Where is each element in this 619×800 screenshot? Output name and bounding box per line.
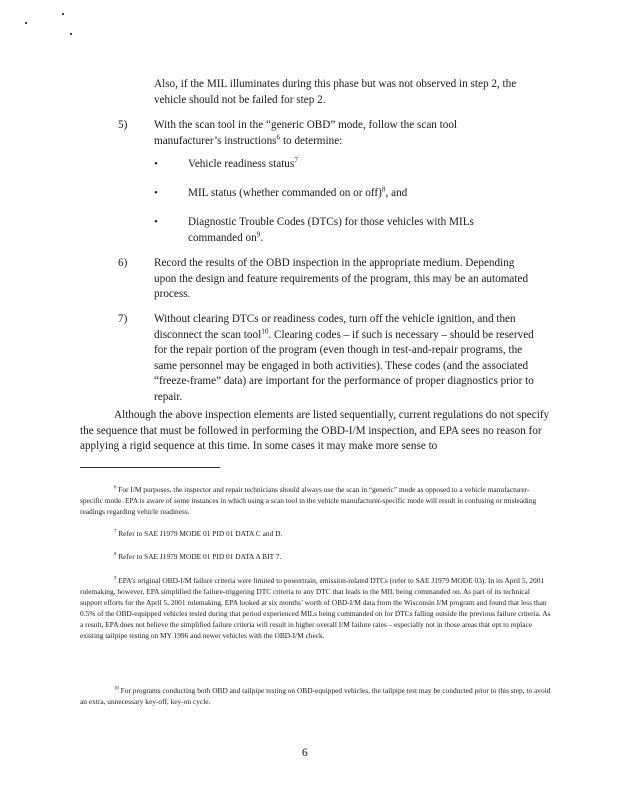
step-6-number: 6) bbox=[118, 257, 128, 269]
footnote-ref-6: 6 bbox=[276, 132, 281, 141]
footnote-ref-7: 7 bbox=[294, 156, 298, 165]
footnote-7: $^7$ Refer to SAE J1979 MODE 01 PID 01 DATA C and D. bbox=[114, 529, 283, 538]
footnote-8: $^8$ Refer to SAE J1979 MODE 01 PID 01 DATA A BIT 7. bbox=[114, 552, 282, 561]
continuation-paragraph: Also, if the MIL illuminates during this phase but was not observed in step 2, the vehicle should not be failed for step 2. bbox=[154, 78, 517, 106]
footnote-6: $^6$ For I/M purposes, the inspector and repair technicians should always use the scan in “generic” mode as opposed to a vehicle manufacturer-specific mode. EPA is aware of some instances in which using a scan tool in the vehicle manufacturer-specific mode will result in confusing or misleading readings regarding vehicle readiness. bbox=[80, 485, 537, 516]
bullet-mark: • bbox=[154, 216, 158, 228]
step-6-text: Record the results of the OBD inspection in the appropriate medium. Depending upon the design and feature requirements of the program, this may be an automated process. bbox=[154, 257, 529, 300]
footnote-9: $^9$ EPA’s original OBD-I/M failure criteria were limited to powertrain, emission-related DTCs (refer to SAE J1979 MODE 03). In its April 5, 2001 rulemaking, however, EPA simplified the failure-triggering DTC criteria to any DTC that leads to the MIL being commanded on. As part of its technical support efforts for the April 5, 2001 rulemaking, EPA looked at six months’ worth of OBD-I/M data from the Wisconsin I/M program and found that less than 0.5% of the OBD-equipped vehicles tested during that period experienced MILs being commanded on for DTCs falling outside the previous failure criteria. As a result, EPA does not believe the simplified failure criteria will result in higher overall I/M failure rates – especially not in those areas that opt to replace existing tailpipe testing on MY 1996 and newer vehicles with the OBD-I/M check. bbox=[80, 576, 551, 640]
footnote-10: $^{10}$ For programs conducting both OBD and tailpipe testing on OBD-equipped vehicles, the tailpipe test may be conducted prior to this step, to avoid an extra, unnecessary key-off, key-on cycle. bbox=[80, 686, 551, 706]
bullet-mil-status: MIL status (whether commanded on or off)$^8$, and bbox=[188, 185, 408, 199]
bullet-mark: • bbox=[154, 187, 158, 199]
closing-paragraph: Although the above inspection elements are listed sequentially, current regulations do not specify the sequence that must be followed in performing the OBD-I/M inspection, and EPA sees no reason for applying a rigid sequence at this time. In some cases it may make more sense to bbox=[80, 409, 550, 452]
step-5-text: With the scan tool in the “generic OBD” mode, follow the scan tool manufacturer’s instructions$^6$ to determine: bbox=[154, 119, 458, 147]
footnote-ref-9: 9 bbox=[256, 229, 261, 238]
step-5-number: 5) bbox=[118, 119, 128, 131]
scan-speck bbox=[25, 22, 27, 24]
footnote-separator bbox=[80, 467, 220, 468]
scan-speck bbox=[62, 13, 64, 15]
footnote-ref-8: 8 bbox=[381, 185, 386, 194]
footnote-ref-10: 10 bbox=[261, 326, 269, 335]
scan-speck bbox=[70, 33, 72, 35]
bullet-dtcs: Diagnostic Trouble Codes (DTCs) for those vehicles with MILs commanded $on^9$. bbox=[188, 216, 474, 244]
bullet-mark: • bbox=[154, 158, 158, 170]
step-7-text: Without clearing DTCs or readiness codes, turn off the vehicle ignition, and then disconnect the scan tool$^{10}$. Clearing codes – if such is necessary – should be reserved for the repair portion of the program (even though in test-and-repair programs, the same personnel may be engaged in both activities). These codes (and the associated “freeze-frame” data) are important for the performance of proper diagnostics prior to repair. bbox=[154, 313, 534, 403]
step-7-number: 7) bbox=[118, 313, 128, 325]
page-number: 6 bbox=[302, 747, 308, 759]
bullet-readiness: Vehicle readiness status$^7$ bbox=[188, 156, 298, 170]
